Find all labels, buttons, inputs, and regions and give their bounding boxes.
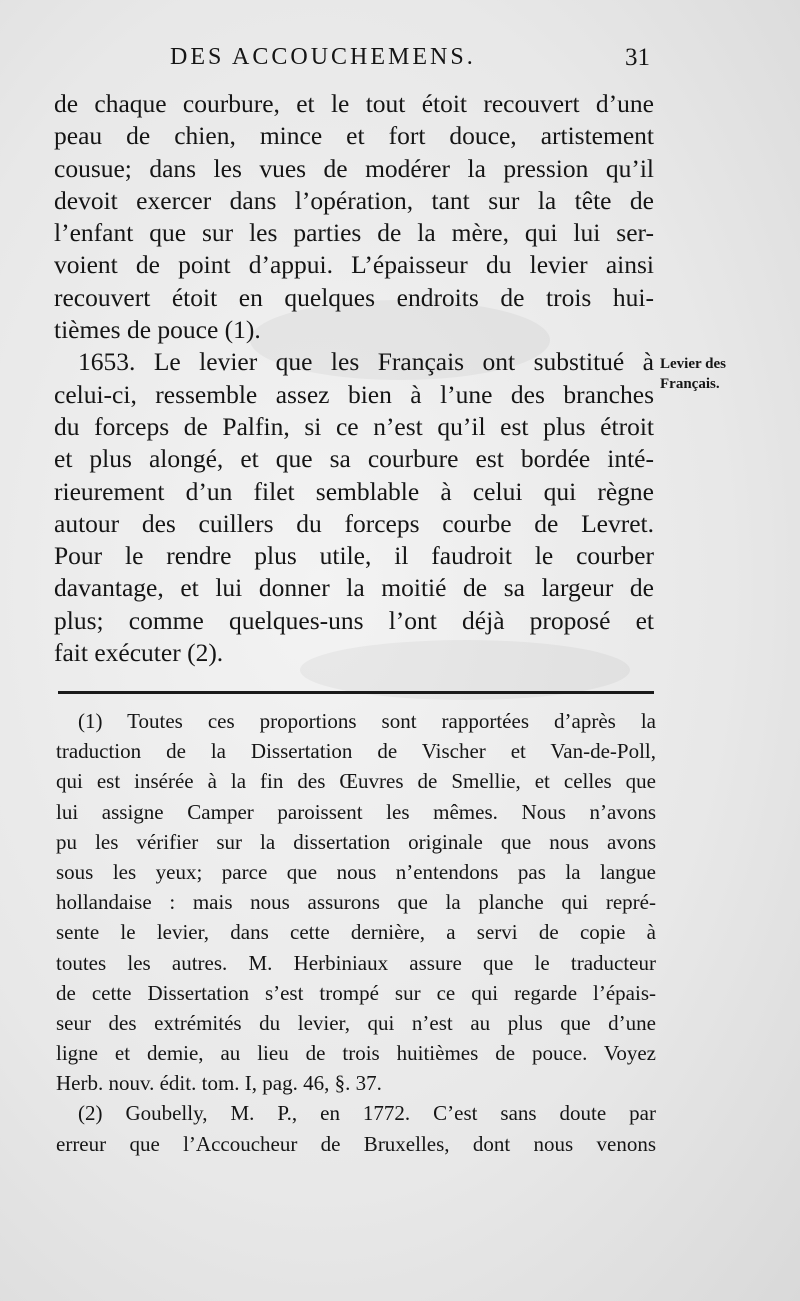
text-line: fait exécuter (2). [54,638,224,668]
footnote-line: erreur que l’Accoucheur de Bruxelles, dont nous venons [56,1131,656,1156]
text-line: celui-ci, ressemble assez bien à l’une des branches [54,379,654,409]
text-line: peau de chien, mince et fort douce, artistement [54,121,654,151]
footnote-line: Herb. nouv. édit. tom. I, pag. 46, §. 37. [56,1071,382,1096]
text-line: devoit exercer dans l’opération, tant sur la tête de [54,185,654,215]
footnote-line: seur des extrémités du levier, qui n’est au plus que d’une [56,1010,656,1035]
text-line: Pour le rendre plus utile, il faudroit le courber [54,541,654,571]
footnote-line: ligne et demie, au lieu de trois huitièmes de pouce. Voyez [56,1041,656,1066]
paragraph-start-line: 1653. Le levier que les Français ont substitué à [78,347,654,377]
footnote-line: lui assigne Camper paroissent les mêmes. Nous n’avons [56,799,656,824]
footnote-line: toutes les autres. M. Herbiniaux assure que le traducteur [56,950,656,975]
footnotes [56,706,656,1159]
text-line: rieurement d’un filet semblable à celui qui règne [54,476,654,506]
footnote-line: de cette Dissertation s’est trompé sur ce qui regarde l’épais- [56,980,656,1005]
footnote-divider [58,691,654,694]
page-header [170,44,650,80]
text-line: du forceps de Palfin, si ce n’est qu’il est plus étroit [54,411,654,441]
margin-note [660,354,790,394]
text-line: plus; comme quelques-uns l’ont déjà proposé et [54,605,654,635]
footnote-line: hollandaise : mais nous assurons que la planche qui repré- [56,890,656,915]
footnote-line: (1) Toutes ces proportions sont rapportées d’après la [78,709,656,733]
main-text [54,88,654,669]
text-line: tièmes de pouce (1). [54,315,261,345]
page-number: 31 [625,44,650,71]
text-line: recouvert étoit en quelques endroits de trois hui- [54,282,654,312]
text-line: cousue; dans les vues de modérer la pression qu’il [54,153,654,183]
footnote-line: qui est insérée à la fin des Œuvres de Smellie, et celles que [56,769,656,794]
text-line: autour des cuillers du forceps courbe de Levret. [54,508,654,538]
margin-note-line: Levier des [660,356,726,372]
text-line: voient de point d’appui. L’épaisseur du levier ainsi [54,250,654,280]
footnote-line: traduction de la Dissertation de Vischer et Van-de-Poll, [56,739,656,764]
running-title: DES ACCOUCHEMENS. [170,44,476,70]
text-line: de chaque courbure, et le tout étoit recouvert d’une [54,89,654,118]
footnote-line: (2) Goubelly, M. P., en 1772. C’est sans doute par [78,1101,656,1126]
text-line: l’enfant que sur les parties de la mère, qui lui ser- [54,218,654,248]
text-line: davantage, et lui donner la moitié de sa largeur de [54,573,654,603]
footnote-line: sente le levier, dans cette dernière, a servi de copie à [56,920,656,945]
footnote-line: pu les vérifier sur la dissertation originale que nous avons [56,829,656,854]
margin-note-line: Français. [660,376,720,392]
text-line: et plus alongé, et que sa courbure est bordée inté- [54,444,654,474]
footnote-line: sous les yeux; parce que nous n’entendons pas la langue [56,859,656,884]
